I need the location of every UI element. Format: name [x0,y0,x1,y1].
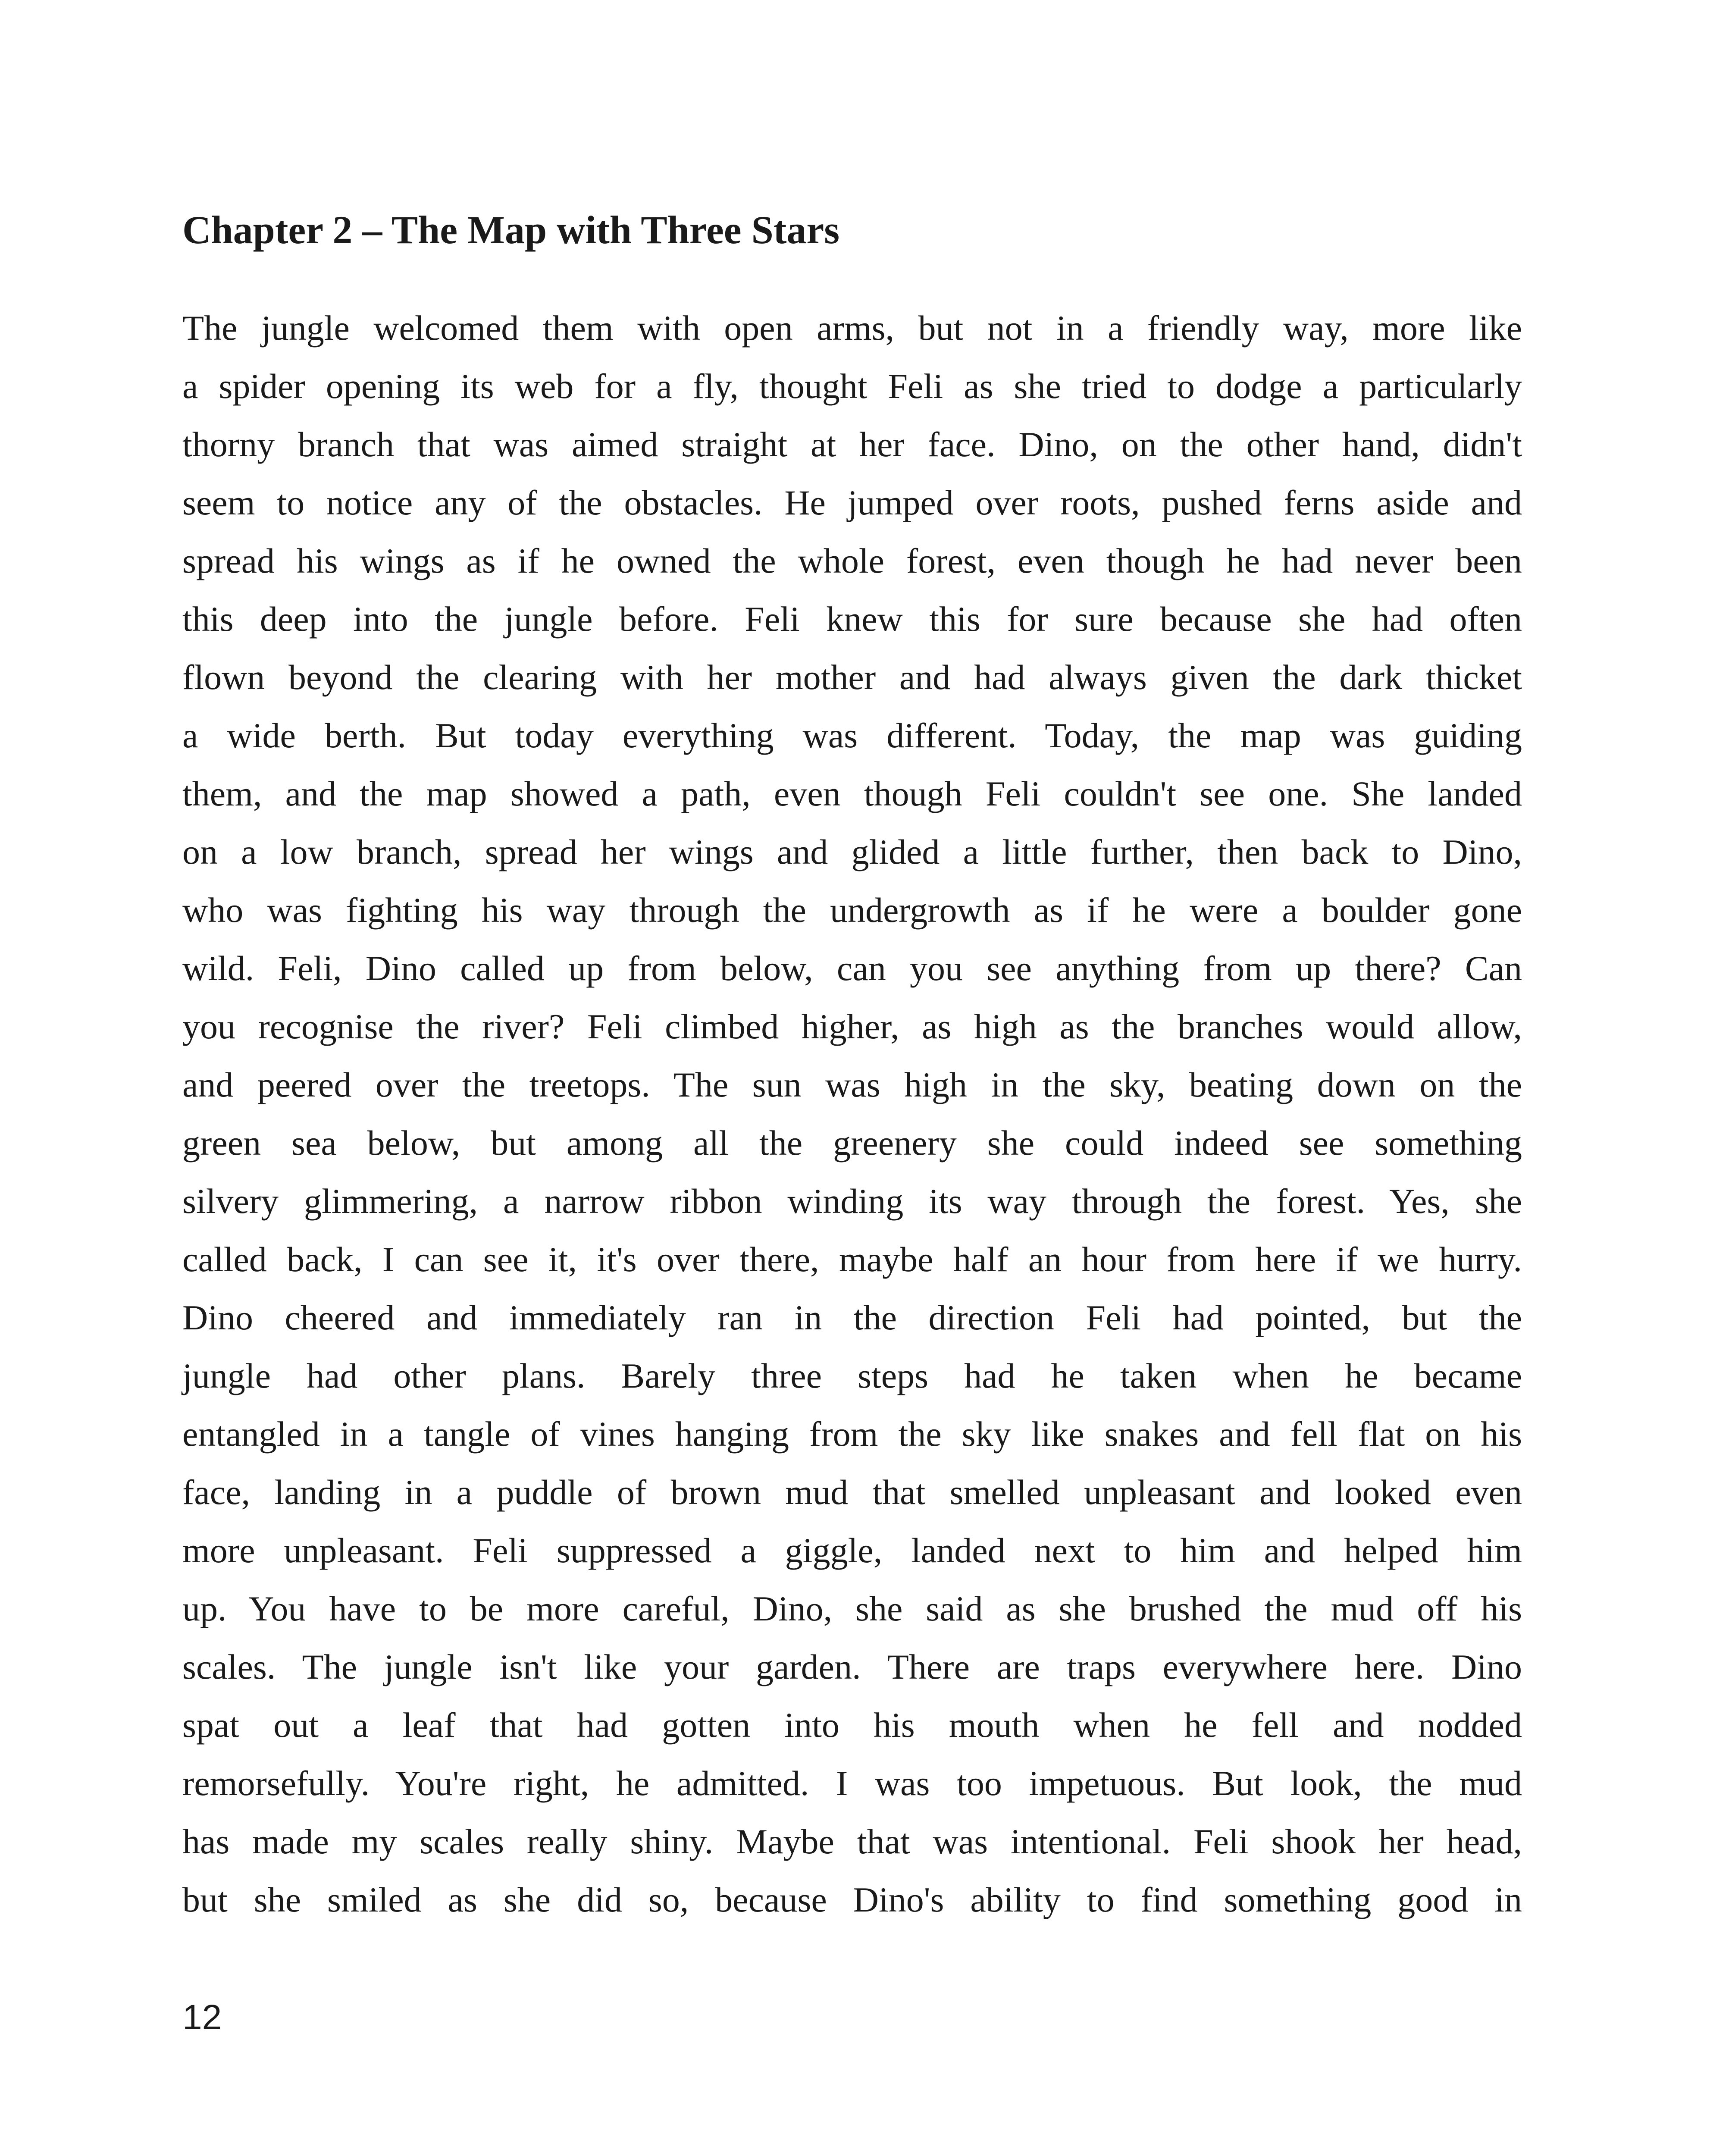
text-line: a wide berth. But today everything was different. Today, the map was guiding [182,716,1522,755]
text-line: seem to notice any of the obstacles. He jumped over roots, pushed ferns aside and [182,483,1522,522]
text-line: has made my scales really shiny. Maybe that was intentional. Feli shook her head, [182,1822,1522,1861]
text-line: this deep into the jungle before. Feli knew this for sure because she had often [182,599,1522,639]
text-line: them, and the map showed a path, even though Feli couldn't see one. She landed [182,774,1522,813]
text-line: but she smiled as she did so, because Dino's ability to find something good in [182,1880,1522,1919]
text-line: up. You have to be more careful, Dino, she said as she brushed the mud off his [182,1589,1522,1628]
text-line: face, landing in a puddle of brown mud that smelled unpleasant and looked even [182,1473,1522,1512]
text-line: called back, I can see it, it's over there, maybe half an hour from here if we hurry. [182,1240,1522,1279]
text-line: a spider opening its web for a fly, thought Feli as she tried to dodge a particularly [182,367,1522,406]
text-line: more unpleasant. Feli suppressed a giggle, landed next to him and helped him [182,1531,1522,1570]
text-line: on a low branch, spread her wings and glided a little further, then back to Dino, [182,832,1522,871]
text-line: jungle had other plans. Barely three steps had he taken when he became [182,1356,1522,1395]
chapter-body-text [182,299,1522,1929]
page-number: 12 [182,1998,222,2037]
text-line: entangled in a tangle of vines hanging from the sky like snakes and fell flat on his [182,1414,1522,1454]
text-line: The jungle welcomed them with open arms, but not in a friendly way, more like [182,308,1522,348]
text-line: Dino cheered and immediately ran in the direction Feli had pointed, but the [182,1298,1522,1337]
text-line: spat out a leaf that had gotten into his mouth when he fell and nodded [182,1705,1522,1745]
text-line: thorny branch that was aimed straight at her face. Dino, on the other hand, didn't [182,425,1522,464]
text-line: scales. The jungle isn't like your garden. There are traps everywhere here. Dino [182,1647,1522,1686]
text-line: green sea below, but among all the greenery she could indeed see something [182,1123,1522,1163]
text-line: and peered over the treetops. The sun was high in the sky, beating down on the [182,1065,1522,1104]
text-line: you recognise the river? Feli climbed higher, as high as the branches would allow, [182,1007,1522,1046]
text-line: who was fighting his way through the undergrowth as if he were a boulder gone [182,890,1522,930]
chapter-title: Chapter 2 – The Map with Three Stars [182,208,840,252]
text-line: spread his wings as if he owned the whole forest, even though he had never been [182,541,1522,580]
text-line: remorsefully. You're right, he admitted. I was too impetuous. But look, the mud [182,1764,1522,1803]
text-line: wild. Feli, Dino called up from below, can you see anything from up there? Can [182,949,1522,988]
text-line: silvery glimmering, a narrow ribbon winding its way through the forest. Yes, she [182,1181,1522,1221]
text-line: flown beyond the clearing with her mother and had always given the dark thicket [182,658,1522,697]
